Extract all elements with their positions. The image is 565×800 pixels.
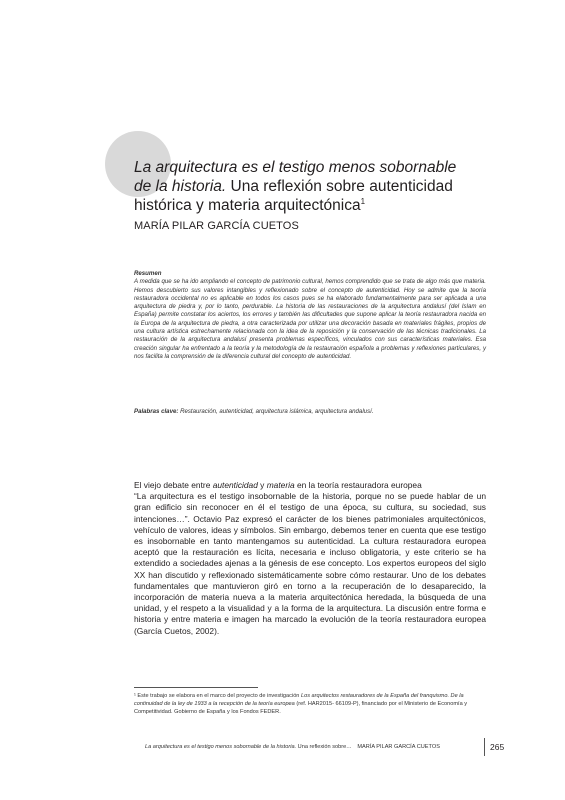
page-number: 265 [490, 742, 505, 752]
keywords-label: Palabras clave: [134, 408, 179, 415]
article-title [134, 158, 474, 215]
running-title-italic: La arquitectura es el testigo menos sobornable de la historia. [145, 744, 297, 750]
footnote-part2: (ref. HAR2015- 66109-P), financiado por el Ministerio de Economía y Competitividad. Gobierno de España y los Fondos FEDER. [134, 701, 468, 715]
heading-part3: en la teoría restauradora europea [294, 480, 422, 490]
keywords-text: Restauración, autenticidad, arquitectura islámica, arquitectura andalusí. [178, 408, 374, 415]
abstract-label: Resumen [134, 270, 162, 277]
heading-italic-1: autenticidad [212, 480, 258, 490]
heading-italic-2: materia [266, 480, 295, 490]
footnote-rule [134, 687, 258, 688]
abstract-text: A medida que se ha ido ampliando el concepto de patrimonio cultural, hemos comprendido que se trata de algo más que materia. Hemos descubierto sus valores intangibles y reflexionado sobre el concepto de autenticidad. Hoy se admite que la teoría restauradora occidental no es aplicable en todos los casos pues se ha elaborado fundamentalmente para ser aplicada a una arquitectura de piedra y, por lo tanto, perdurable. La historia de las restauraciones de la arquitectura andalusí (del Islam en España) permite constatar los aciertos, los errores y también las dificultades que supone aplicar la teoría restauradora nacida en la Europa de la arquitectura de piedra, a otra caracterizada por utilizar una decoración basada en materiales frágiles, propios de una cultura artística estrechamente relacionada con la idea de la reposición y la conservación de las técnicas tradicionales. La restauración de la arquitectura andalusí presenta problemas específicos, vinculados con sus características materiales. Esa creación singular ha enfrentado a la teoría y la metodología de la restauración española a problemas y reflexiones particulares, y nos facilita la comprensión de la diferencia cultural del concepto de autenticidad. [134, 278, 486, 360]
running-author: MARÍA PILAR GARCÍA CUETOS [357, 744, 440, 750]
title-rest: Una reflexión sobre autenticidad histórica y materia arquitectónica [134, 178, 453, 214]
footnote-part1: ¹ Este trabajo se elabora en el marco del proyecto de investigación [134, 693, 301, 699]
author-name: MARÍA PILAR GARCÍA CUETOS [134, 220, 299, 232]
footnote-italic: Los arquitectos restauradores de la España del franquismo. De la continuidad de la ley de 1933 a la recepción de la teoría europea [134, 693, 464, 707]
title-italic: La arquitectura es el testigo menos sobornable de la historia. [134, 159, 457, 195]
heading-part1: El viejo debate entre [134, 480, 213, 490]
body-paragraph: “La arquitectura es el testigo insobornable de la historia, porque no se puede hablar de un gran edificio sin reconocer en él el testigo de una época, su cultura, su sociedad, sus intenciones…”. Octavio Paz expresó el carácter de los bienes patrimoniales arquitectónicos, vehículo de valores, ideas y símbolos. Sin embargo, debemos tener en cuenta que ese testigo es insobornable en tanto mantengamos su autenticidad. La cultura restauradora europea aceptó que la restauración es lícita, necesaria e incluso obligatoria, y este criterio se ha extendido a sociedades ajenas a la génesis de ese concepto. Los expertos europeos del siglo XX han discutido y reflexionado sistemáticamente sobre cómo restaurar. Uno de los debates fundamentales que mantuvieron giró en torno a la recuperación de lo desaparecido, la incorporación de materia nueva a la materia arquitectónica heredada, la búsqueda de una unidad, y el respeto a la visualidad y a la forma de la arquitectura. La discusión entre forma e historia y entre materia e imagen ha marcado la evolución de la teoría restauradora europea (García Cuetos, 2002). [134, 491, 486, 636]
footer-divider [484, 738, 485, 756]
footnote [134, 692, 486, 716]
section-body [134, 480, 486, 637]
keywords [134, 408, 486, 415]
title-footnote-mark[interactable]: 1 [360, 196, 366, 206]
abstract [134, 270, 486, 361]
heading-part2: y [257, 480, 267, 490]
running-title-rest: Una reflexión sobre… [296, 744, 354, 750]
running-footer [145, 744, 440, 750]
section-heading [134, 480, 486, 491]
